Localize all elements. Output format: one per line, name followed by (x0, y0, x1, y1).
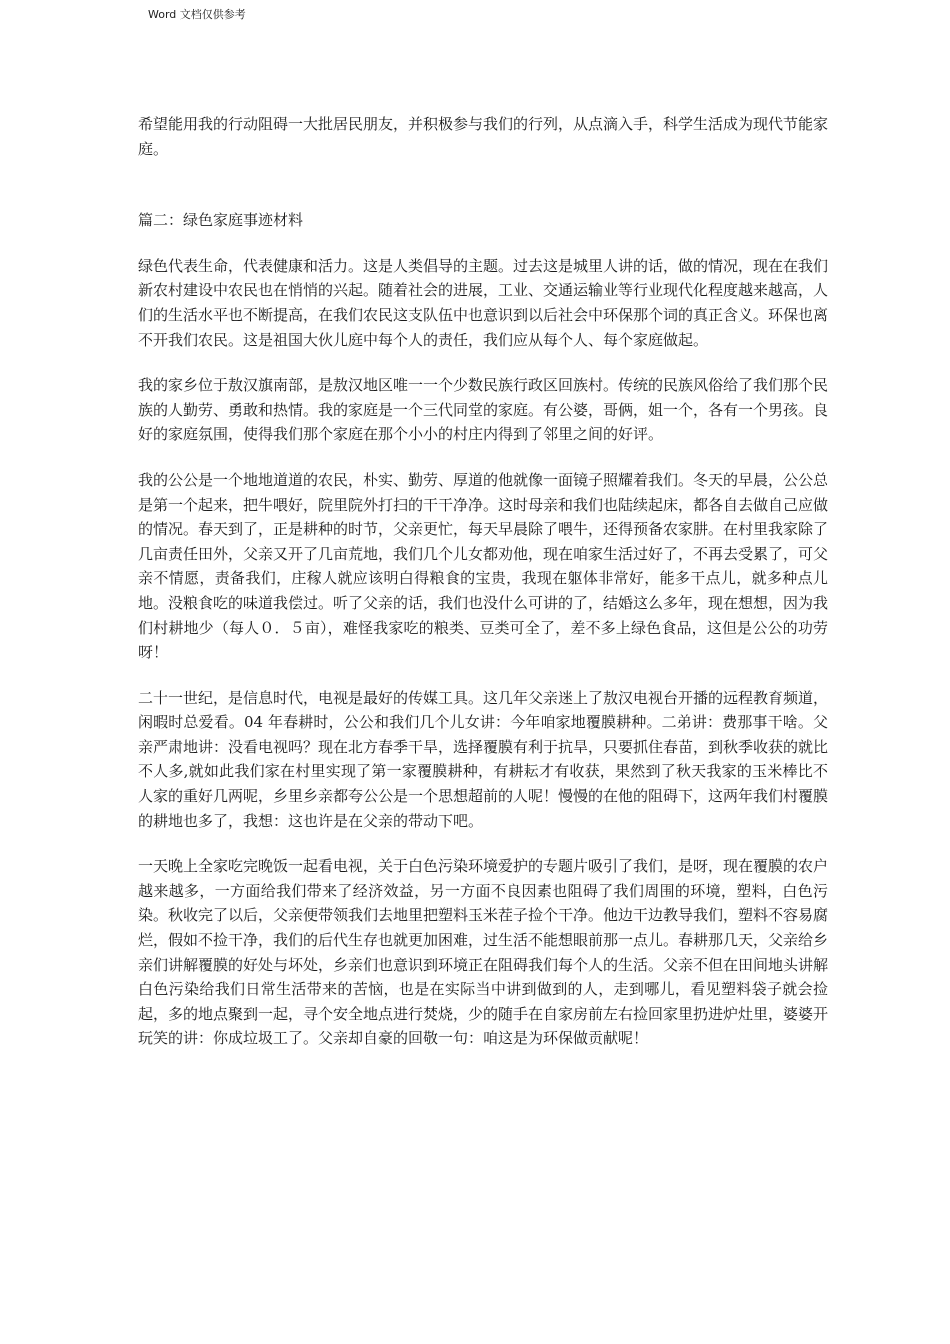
paragraph-5: 一天晚上全家吃完晚饭一起看电视，关于白色污染环境爱护的专题片吸引了我们，是呀，现在覆膜的农户越来越多，一方面给我们带来了经济效益，另一方面不良因素也阻碍了我们周围的环境，塑料，白色污染。秋收完了以后，父亲便带领我们去地里把塑料玉米茬子捡个干净。他边干边教导我们，塑料不容易腐烂，假如不捡干净，我们的后代生存也就更加困难，过生活不能想眼前那一点儿。春耕那几天，父亲给乡亲们讲解覆膜的好处与坏处，乡亲们也意识到环境正在阻碍我们每个人的生活。父亲不但在田间地头讲解白色污染给我们日常生活带来的苦恼，也是在实际当中讲到做到的人，走到哪儿，看见塑料袋子就会捡起，多的地点聚到一起，寻个安全地点进行焚烧，少的随手在自家房前左右捡回家里扔进炉灶里，婆婆开玩笑的讲：你成垃圾工了。父亲却自豪的回敬一句：咱这是为环保做贡献呢！ (138, 857, 829, 1048)
paragraph-3: 我的公公是一个地地道道的农民，朴实、勤劳、厚道的他就像一面镜子照耀着我们。冬天的早晨，公公总是第一个起来，把牛喂好，院里院外打扫的干干净净。这时母亲和我们也陆续起床，都各自去做自己应做的情况。春天到了，正是耕种的时节，父亲更忙，每天早晨除了喂牛，还得预备农家肼。在村里我家除了几亩责任田外，父亲又开了几亩荒地，我们几个儿女都劝他，现在咱家生活过好了，不再去受累了，可父亲不情愿，责备我们，庄稼人就应该明白得粮食的宝贵，我现在躯体非常好，能多干点儿，就多种点儿地。没粮食吃的味道我偿过。听了父亲的话，我们也没什么可讲的了，结婚这么多年，现在想想，因为我们村耕地少（每人０．５亩），难怪我家吃的粮类、豆类可全了，差不多上绿色食品，这但是公公的功劳呀！ (138, 470, 829, 662)
spacer (138, 233, 828, 254)
spacer (138, 833, 828, 854)
document-body (138, 112, 828, 1051)
paragraph-1: 绿色代表生命，代表健康和活力。这是人类倡导的主题。过去这是城里人讲的话，做的情况，现在在我们新农村建设中农民也在悄悄的兴起。随着社会的进展，工业、交通运输业等行业现代化程度越来越高，人们的生活水平也不断提高，在我们农民这支队伍中也意识到以后社会中环保那个词的真正含义。环保也离不开我们农民。这是祖国大伙儿庭中每个人的责任，我们应从每个人、每个家庭做起。 (138, 256, 829, 349)
header-note: Word 文档仅供参考 (148, 8, 246, 21)
spacer (138, 447, 828, 468)
paragraph-4: 二十一世纪，是信息时代，电视是最好的传媒工具。这几年父亲迷上了敖汉电视台开播的远程教育频道，闲暇时总爱看。04 年春耕时，公公和我们几个儿女讲：今年咱家地覆膜耕种。二弟讲：费那事干啥。父亲严肃地讲：没看电视吗？现在北方春季干旱，选择覆膜有利于抗旱，只要抓住春苗，到秋季收获的就比不人多,就如此我们家在村里实现了第一家覆膜耕种，有耕耘才有收获，果然到了秋天我家的玉米棒比不人家的重好几两呢，乡里乡亲都夸公公是一个思想超前的人呢！慢慢的在他的阻碍下，这两年我们村覆膜的耕地也多了，我想：这也许是在父亲的带动下吧。 (138, 688, 829, 830)
paragraph-2: 我的家乡位于敖汉旗南部，是敖汉地区唯一一个少数民族行政区回族村。传统的民族风俗给了我们那个民族的人勤劳、勇敢和热情。我的家庭是一个三代同堂的家庭。有公婆，哥俩，姐一个，各有一个男孩。良好的家庭氛围，使得我们那个家庭在那个小小的村庄内得到了邻里之间的好评。 (138, 376, 829, 444)
spacer (138, 352, 828, 373)
spacer (138, 161, 828, 208)
spacer (138, 665, 828, 686)
section-title: 篇二：绿色家庭事迹材料 (138, 211, 304, 230)
intro-paragraph: 希望能用我的行动阻碍一大批居民朋友，并积极参与我们的行列，从点滴入手，科学生活成为现代节能家庭。 (138, 115, 829, 158)
